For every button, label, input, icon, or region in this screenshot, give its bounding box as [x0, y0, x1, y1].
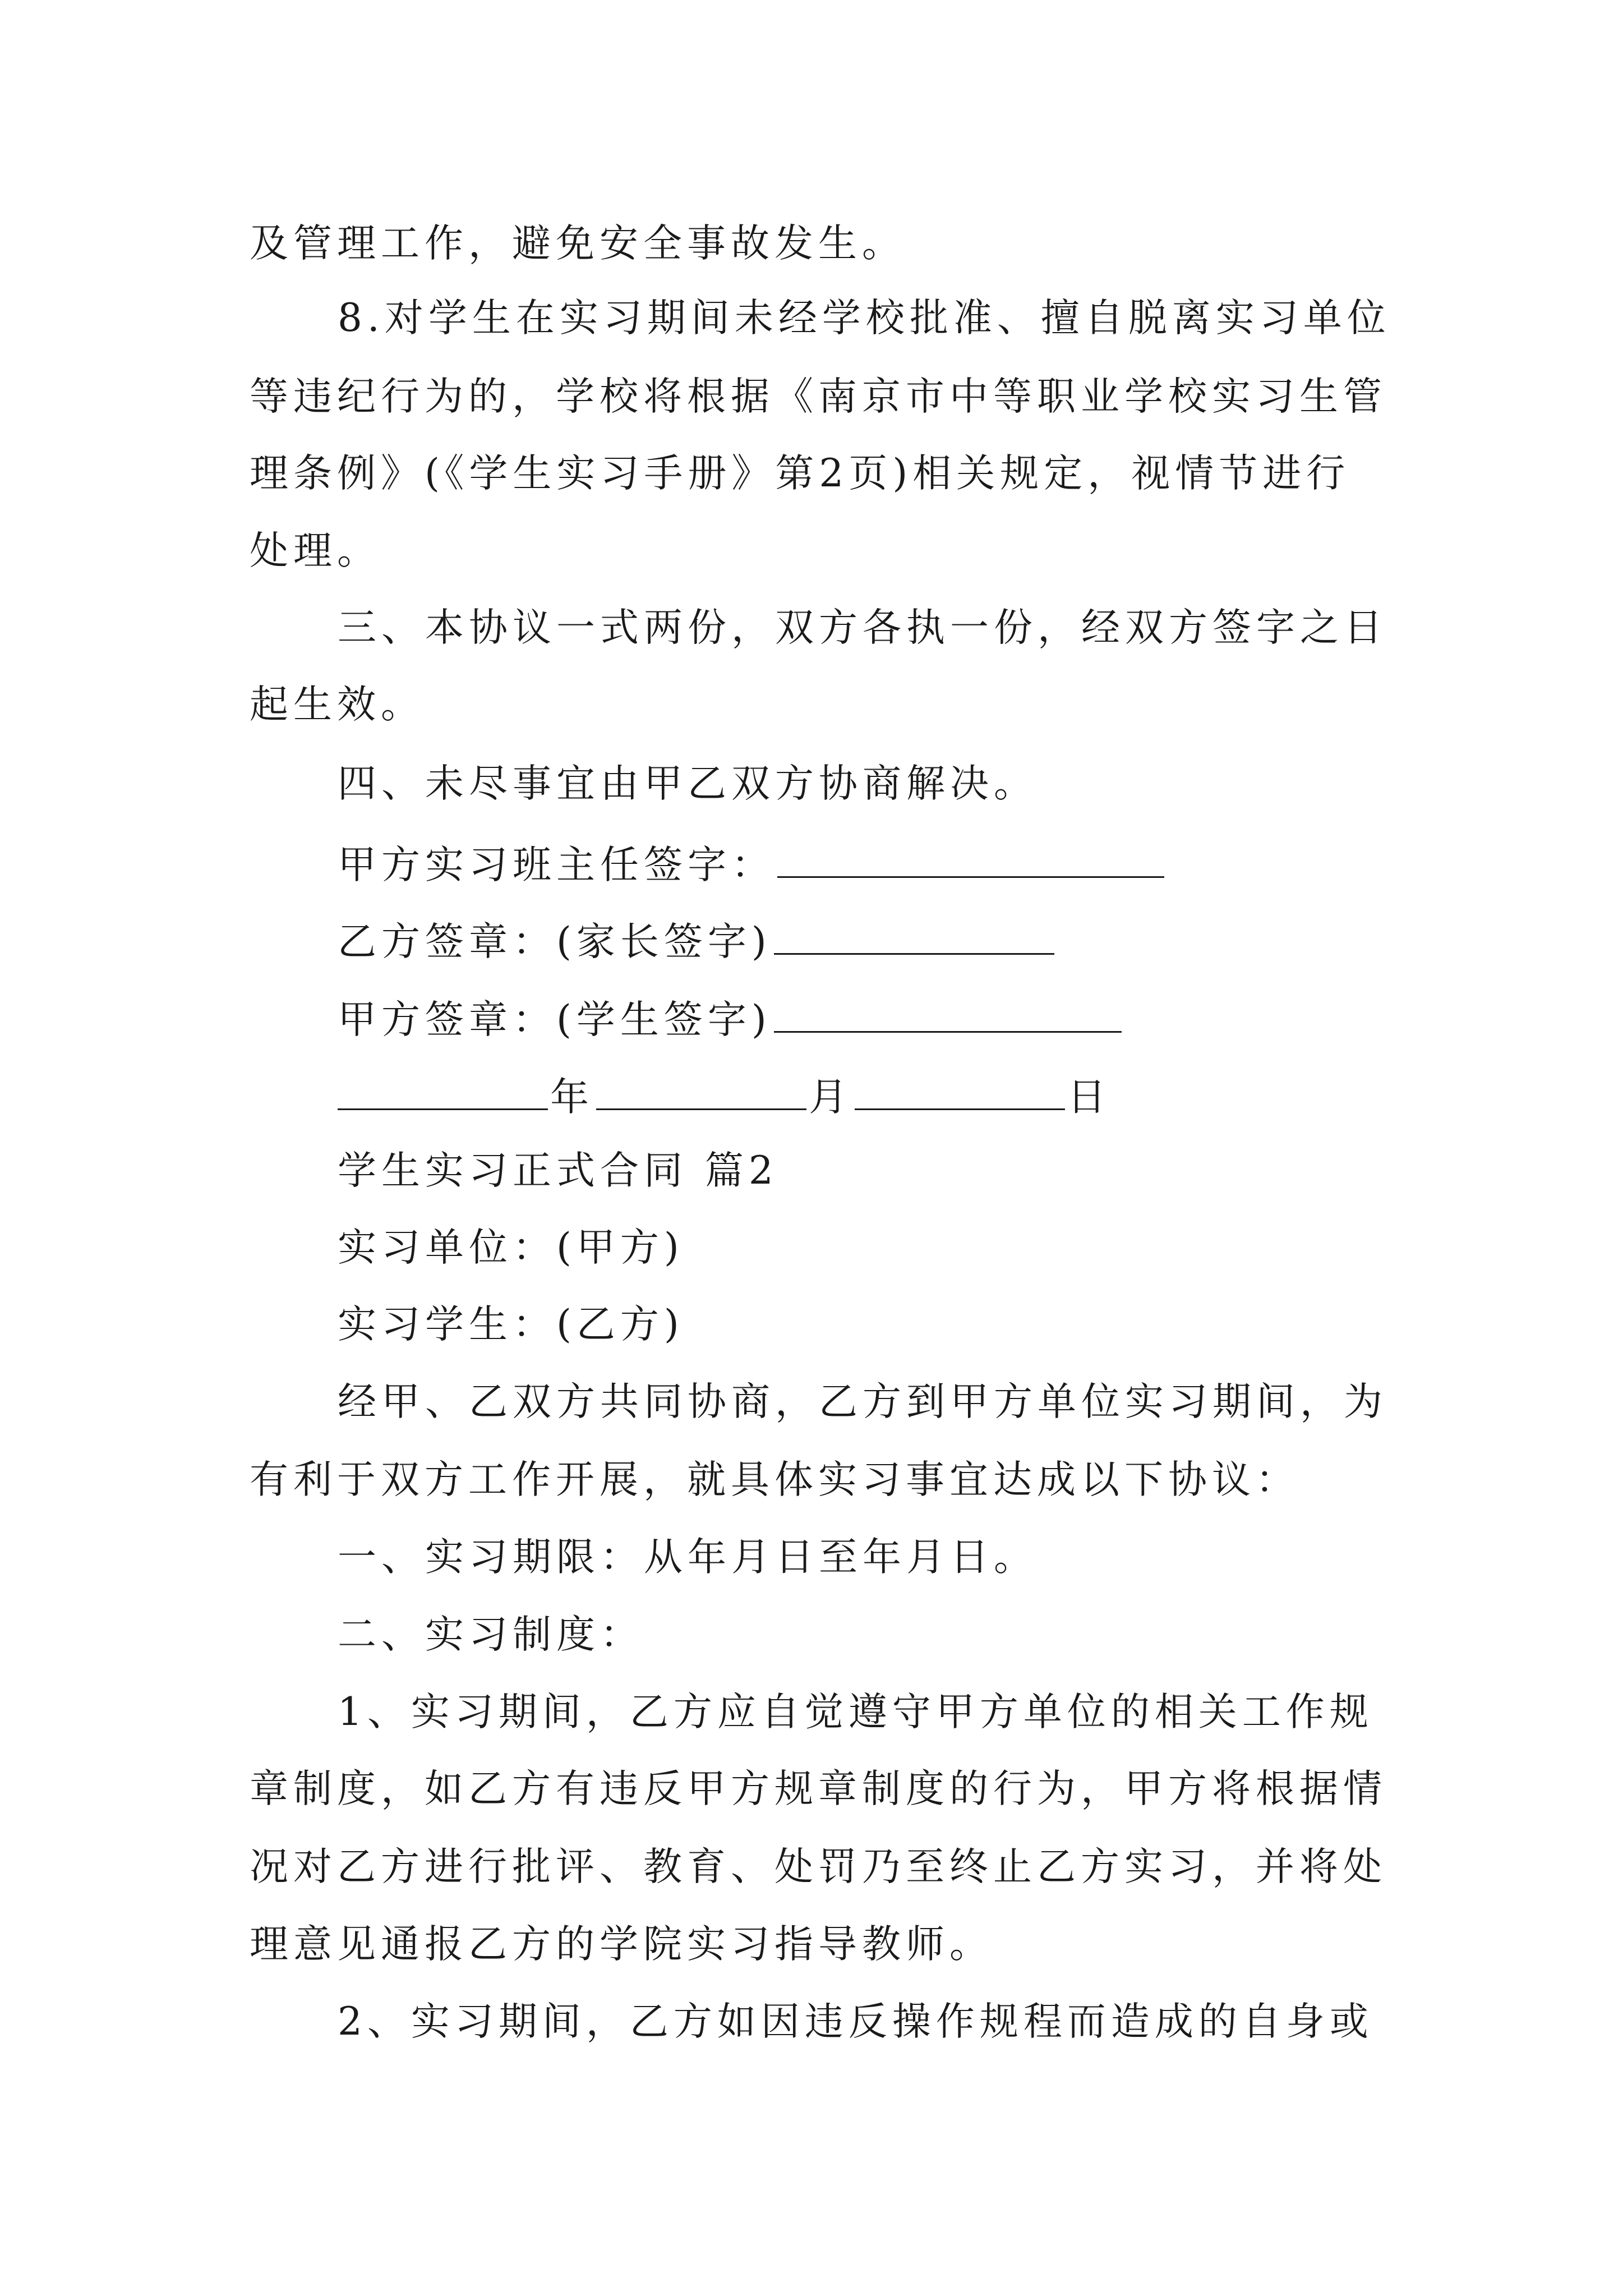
text-line: 二、实习制度：: [338, 1612, 644, 1657]
text-line: 等违纪行为的，学校将根据《南京市中等职业学校实习生管: [250, 374, 1387, 419]
signature-blank[interactable]: [774, 996, 1122, 1033]
date-line: [338, 1074, 1111, 1120]
year-label: 年: [550, 1075, 594, 1120]
month-label: 月: [809, 1075, 852, 1120]
signature-label: 甲方签章：(学生签字): [338, 997, 772, 1042]
text-line: 有利于双方工作开展，就具体实习事宜达成以下协议：: [250, 1457, 1299, 1502]
signature-blank[interactable]: [774, 918, 1054, 955]
signature-label: 甲方实习班主任签字：: [338, 843, 775, 887]
signature-line-parent: [338, 918, 1057, 964]
text-line: 理意见通报乙方的学院实习指导教师。: [250, 1922, 993, 1967]
text-line: 一、实习期限：从年月日至年月日。: [338, 1535, 1038, 1580]
section-title: 学生实习正式合同 篇2: [338, 1148, 778, 1193]
text-line: 及管理工作，避免安全事故发生。: [250, 221, 906, 266]
text-line: 1、实习期间，乙方应自觉遵守甲方单位的相关工作规: [338, 1690, 1373, 1734]
signature-line-student: [338, 996, 1124, 1042]
text-line: 章制度，如乙方有违反甲方规章制度的行为，甲方将根据情: [250, 1766, 1387, 1811]
text-line: 处理。: [250, 528, 381, 573]
signature-line-head-teacher: [338, 841, 1166, 885]
day-blank[interactable]: [855, 1074, 1065, 1110]
text-line: 2、实习期间，乙方如因违反操作规程而造成的自身或: [338, 1999, 1373, 2044]
signature-blank[interactable]: [777, 841, 1164, 878]
party-b-line: 实习学生：(乙方): [338, 1302, 684, 1347]
signature-label: 乙方签章：(家长签字): [338, 919, 772, 964]
text-line: 况对乙方进行批评、教育、处罚乃至终止乙方实习，并将处: [250, 1844, 1387, 1889]
text-line: 经甲、乙双方共同协商，乙方到甲方单位实习期间，为: [338, 1379, 1387, 1424]
text-line: 理条例》(《学生实习手册》第2页)相关规定，视情节进行: [250, 451, 1350, 496]
day-label: 日: [1067, 1075, 1111, 1120]
text-line: 8.对学生在实习期间未经学校批准、擅自脱离实习单位: [338, 296, 1391, 341]
text-line: 起生效。: [250, 682, 425, 727]
text-line: 三、本协议一式两份，双方各执一份，经双方签字之日: [338, 605, 1387, 650]
party-a-line: 实习单位：(甲方): [338, 1225, 684, 1270]
year-blank[interactable]: [338, 1074, 548, 1110]
text-line: 四、未尽事宜由甲乙双方协商解决。: [338, 761, 1038, 806]
month-blank[interactable]: [596, 1074, 806, 1110]
